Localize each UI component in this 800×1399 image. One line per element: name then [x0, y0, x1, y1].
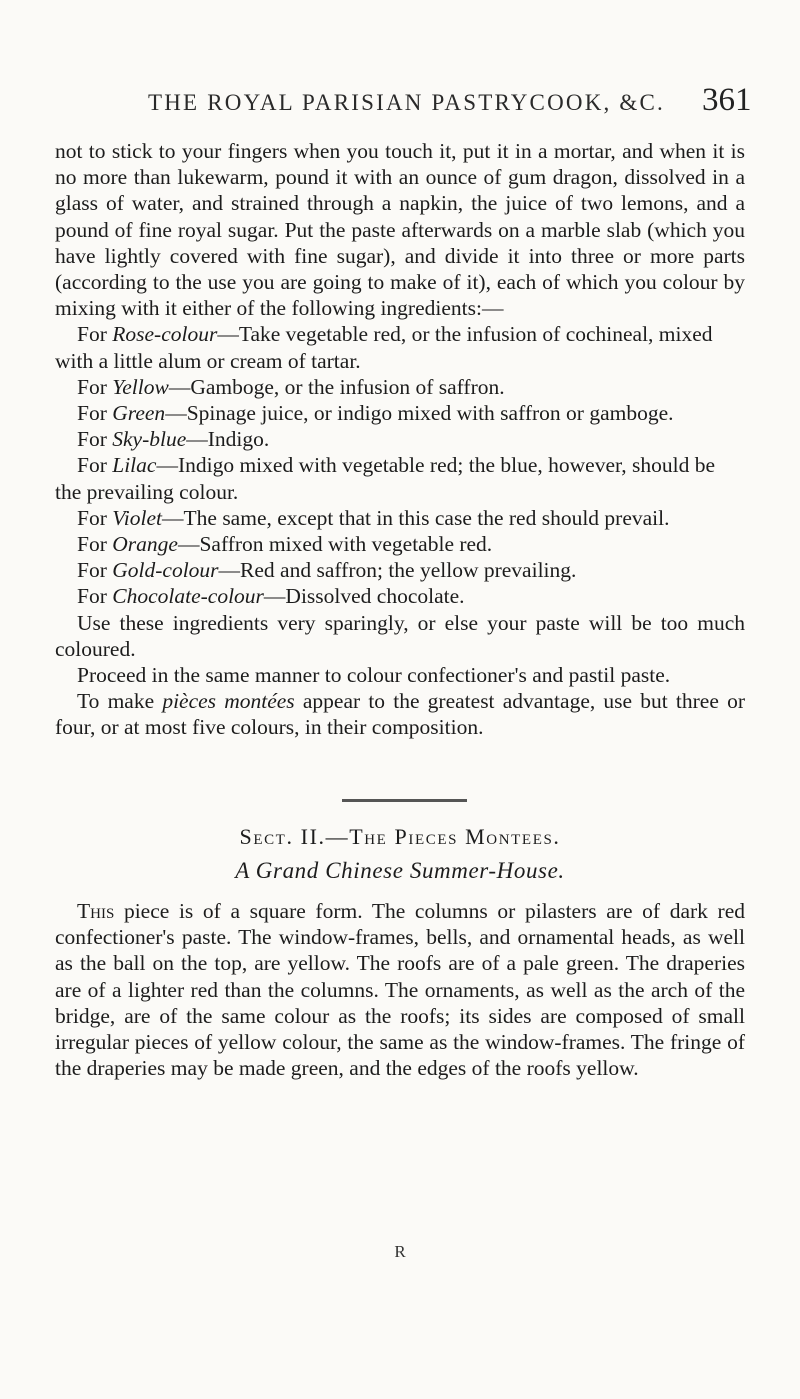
colour-item: For Chocolate-colour—Dissolved chocolate.	[77, 584, 465, 609]
use-paragraph: Use these ingredients very sparingly, or else your paste will be too much coloured.	[55, 610, 745, 661]
colour-item: For Yellow—Gamboge, or the infusion of saffron.	[77, 374, 505, 399]
colour-name: Lilac	[112, 453, 157, 478]
colour-item: For Orange—Saffron mixed with vegetable red.	[77, 532, 493, 557]
colour-item: For Violet—The same, except that in this case the red should prevail.	[77, 505, 670, 530]
summer-house-paragraph: This piece is of a square form. The columns or pilasters are of dark red confectioner's paste. The window-frames, bells, and ornamental heads, as well as the ball on the top, are yellow. The roofs are of a pale green. The draperies are of a lighter red than the columns. The ornaments, as well as the arch of the bridge, are of the same colour as the roofs; its sides are composed of small irregular pieces of yellow colour, the same as the window-frames. The fringe of the draperies may be made green, and the edges of the roofs yellow.	[55, 899, 745, 1081]
colour-name: Gold-colour	[112, 558, 219, 583]
colour-name: Yellow	[112, 374, 169, 399]
body-text	[55, 138, 745, 741]
colour-name: Sky-blue	[112, 427, 187, 452]
pieces-montees-term: pièces montées	[162, 689, 295, 714]
summer-house-text	[55, 898, 745, 1081]
colour-name: Rose-colour	[112, 322, 218, 347]
section-heading: Sect. II.—The Pieces Montees.	[239, 824, 561, 849]
intro-paragraph: not to stick to your fingers when you touch it, put it in a mortar, and when it is no more than lukewarm, pound it with an ounce of gum dragon, dissolved in a glass of water, and strained through a napkin, the juice of two lemons, and a pound of fine royal sugar. Put the paste afterwards on a marble slab (which you have lightly covered with fine sugar), and divide it into three or more parts (according to the use you are going to make of it), each of which you colour by mixing with it either of the following ingredients:—	[55, 139, 745, 321]
colour-item: For Sky-blue—Indigo.	[77, 427, 270, 452]
colour-name: Violet	[112, 505, 163, 530]
lead-word: This	[77, 899, 115, 923]
colour-item: For Lilac—Indigo mixed with vegetable red; the blue, however, should be the prevailing colour.	[55, 453, 716, 504]
colour-item: For Gold-colour—Red and saffron; the yellow prevailing.	[77, 558, 577, 583]
section-subtitle: A Grand Chinese Summer-House.	[235, 858, 565, 883]
signature-mark: R	[394, 1242, 406, 1261]
page-number: 361	[702, 82, 752, 118]
section-divider	[342, 799, 467, 802]
running-head: THE ROYAL PARISIAN PASTRYCOOK, &C.	[148, 90, 665, 115]
proceed-paragraph: Proceed in the same manner to colour confectioner's and pastil paste.	[77, 663, 671, 688]
colour-name: Green	[112, 401, 166, 426]
colour-list	[55, 321, 745, 609]
colour-name: Chocolate-colour	[112, 584, 264, 609]
pieces-paragraph: To make pièces montées appear to the greatest advantage, use but three or four, or at most five colours, in their composition.	[55, 689, 745, 740]
page-header	[0, 82, 800, 126]
colour-item: For Rose-colour—Take vegetable red, or the infusion of cochineal, mixed with a little alum or cream of tartar.	[55, 322, 713, 373]
colour-item: For Green—Spinage juice, or indigo mixed with saffron or gamboge.	[77, 401, 674, 426]
colour-name: Orange	[112, 532, 178, 557]
